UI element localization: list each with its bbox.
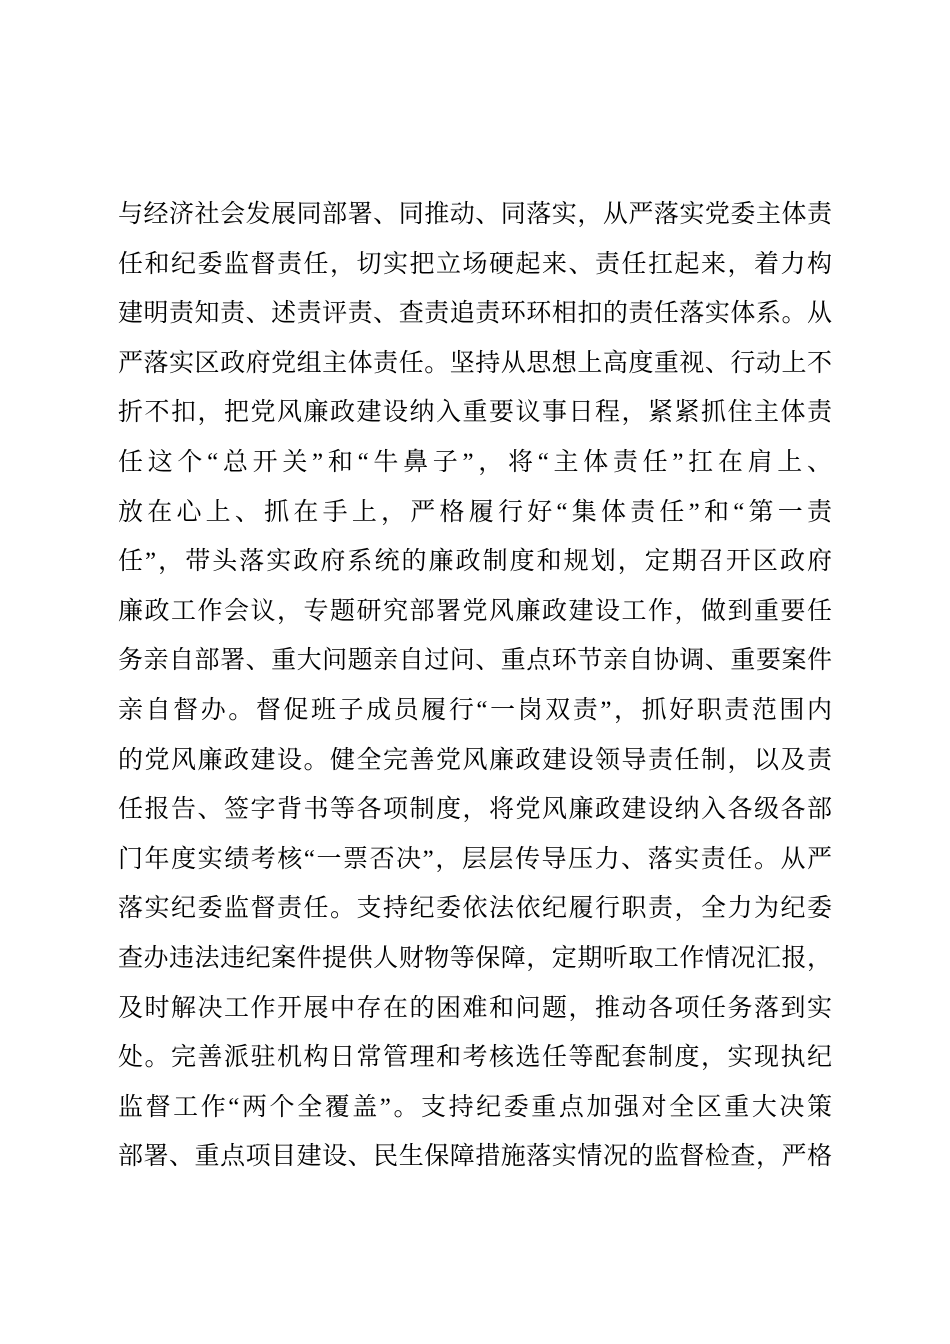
text-line: 落实纪委监督责任。支持纪委依法依纪履行职责，全力为纪委 [118,895,832,923]
text-line: 的党风廉政建设。健全完善党风廉政建设领导责任制，以及责 [118,746,832,774]
text-line: 任这个“总开关”和“牛鼻子”，将“主体责任”扛在肩上、 [118,448,832,476]
text-line: 务亲自部署、重大问题亲自过问、重点环节亲自协调、重要案件 [118,647,832,675]
text-line: 门年度实绩考核“一票否决”，层层传导压力、落实责任。从严 [118,845,832,873]
text-line: 任报告、签字背书等各项制度，将党风廉政建设纳入各级各部 [118,796,832,824]
text-line: 廉政工作会议，专题研究部署党风廉政建设工作，做到重要任 [118,597,832,625]
text-line: 部署、重点项目建设、民生保障措施落实情况的监督检查，严格 [118,1143,832,1171]
document-text-block [118,190,832,1182]
text-line: 严落实区政府党组主体责任。坚持从思想上高度重视、行动上不 [118,349,832,377]
text-line: 与经济社会发展同部署、同推动、同落实，从严落实党委主体责 [118,201,832,228]
text-line: 任和纪委监督责任，切实把立场硬起来、责任扛起来，着力构 [118,250,832,278]
text-line: 及时解决工作开展中存在的困难和问题，推动各项任务落到实 [118,994,832,1022]
text-line: 查办违法违纪案件提供人财物等保障，定期听取工作情况汇报， [118,944,832,972]
text-line: 亲自督办。督促班子成员履行“一岗双责”，抓好职责范围内 [118,696,832,724]
text-line: 建明责知责、述责评责、查责追责环环相扣的责任落实体系。从 [118,300,832,328]
text-line: 任”，带头落实政府系统的廉政制度和规划，定期召开区政府 [118,548,832,576]
text-line: 折不扣，把党风廉政建设纳入重要议事日程，紧紧抓住主体责 [118,399,832,427]
text-line: 监督工作“两个全覆盖”。支持纪委重点加强对全区重大决策 [118,1093,832,1121]
text-line: 处。完善派驻机构日常管理和考核选任等配套制度，实现执纪 [118,1044,832,1072]
text-line: 放在心上、抓在手上，严格履行好“集体责任”和“第一责 [118,498,832,526]
